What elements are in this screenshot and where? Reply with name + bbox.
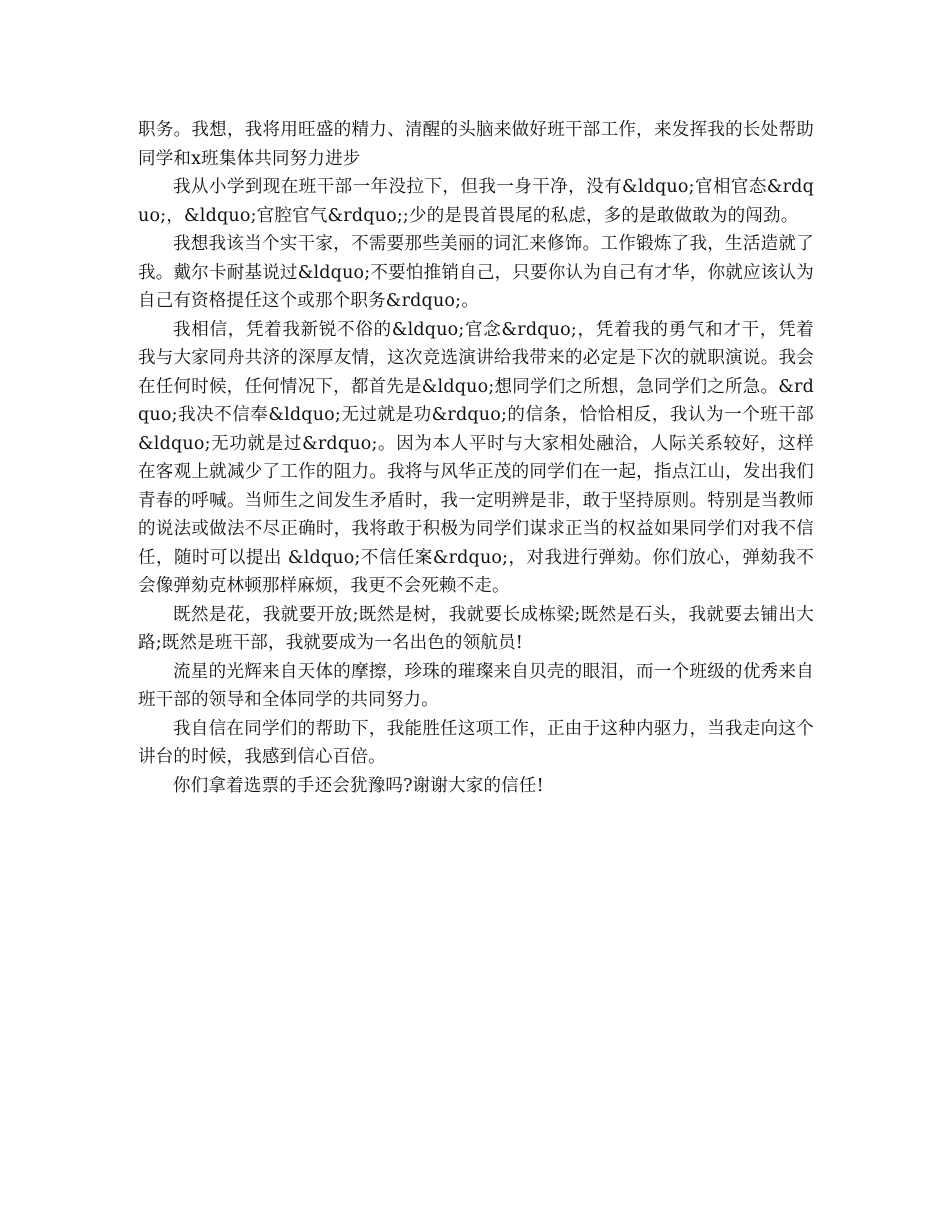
paragraph-commitment: 我相信，凭着我新锐不俗的&ldquo;官念&rdquo;，凭着我的勇气和才干，凭着我与大家同舟共济的深厚友情，这次竞选演讲给我带来的必定是下次的就职演说。我会在任何时候，任何情况下，都首先是&ldquo;想同学们之所想，急同学们之所急。&rdquo;我决不信奉&ldquo;无过就是功&rdquo;的信条，恰恰相反，我认为一个班干部&ldquo;无功就是过&rdquo;。因为本人平时与大家相处融洽，人际关系较好，这样在客观上就减少了工作的阻力。我将与风华正茂的同学们在一起，指点江山，发出我们青春的呼喊。当师生之间发生矛盾时，我一定明辨是非，敢于坚持原则。特别是当教师的说法或做法不尽正确时，我将敢于积极为同学们谋求正当的权益如果同学们对我不信任，随时可以提出 &ldquo;不信任案&rdquo;，对我进行弹劾。你们放心，弹劾我不会像弹劾克林顿那样麻烦，我更不会死赖不走。 (138, 319, 814, 596)
paragraph-background: 我从小学到现在班干部一年没拉下，但我一身干净，没有&ldquo;官相官态&rdquo;，&ldquo;官腔官气&rdquo;;少的是畏首畏尾的私虑，多的是敢做敢为的闯劲。 (138, 177, 814, 226)
paragraph-closing: 你们拿着选票的手还会犹豫吗?谢谢大家的信任! (173, 775, 544, 796)
document-page (138, 116, 814, 800)
paragraph-continuation: 职务。我想，我将用旺盛的精力、清醒的头脑来做好班干部工作，来发挥我的长处帮助同学和x班集体共同努力进步 (138, 120, 814, 169)
paragraph-confidence: 我自信在同学们的帮助下，我能胜任这项工作，正由于这种内驱力，当我走向这个讲台的时候，我感到信心百倍。 (138, 718, 814, 767)
paragraph-metaphor: 既然是花，我就要开放;既然是树，我就要长成栋梁;既然是石头，我就要去铺出大路;既然是班干部，我就要成为一名出色的领航员! (138, 604, 814, 653)
paragraph-meteor: 流星的光辉来自天体的摩擦，珍珠的璀璨来自贝壳的眼泪，而一个班级的优秀来自班干部的领导和全体同学的共同努力。 (138, 661, 814, 710)
paragraph-practical: 我想我该当个实干家，不需要那些美丽的词汇来修饰。工作锻炼了我，生活造就了我。戴尔卡耐基说过&ldquo;不要怕推销自己，只要你认为自己有才华，你就应该认为自己有资格提任这个或那个职务&rdquo;。 (138, 234, 814, 311)
